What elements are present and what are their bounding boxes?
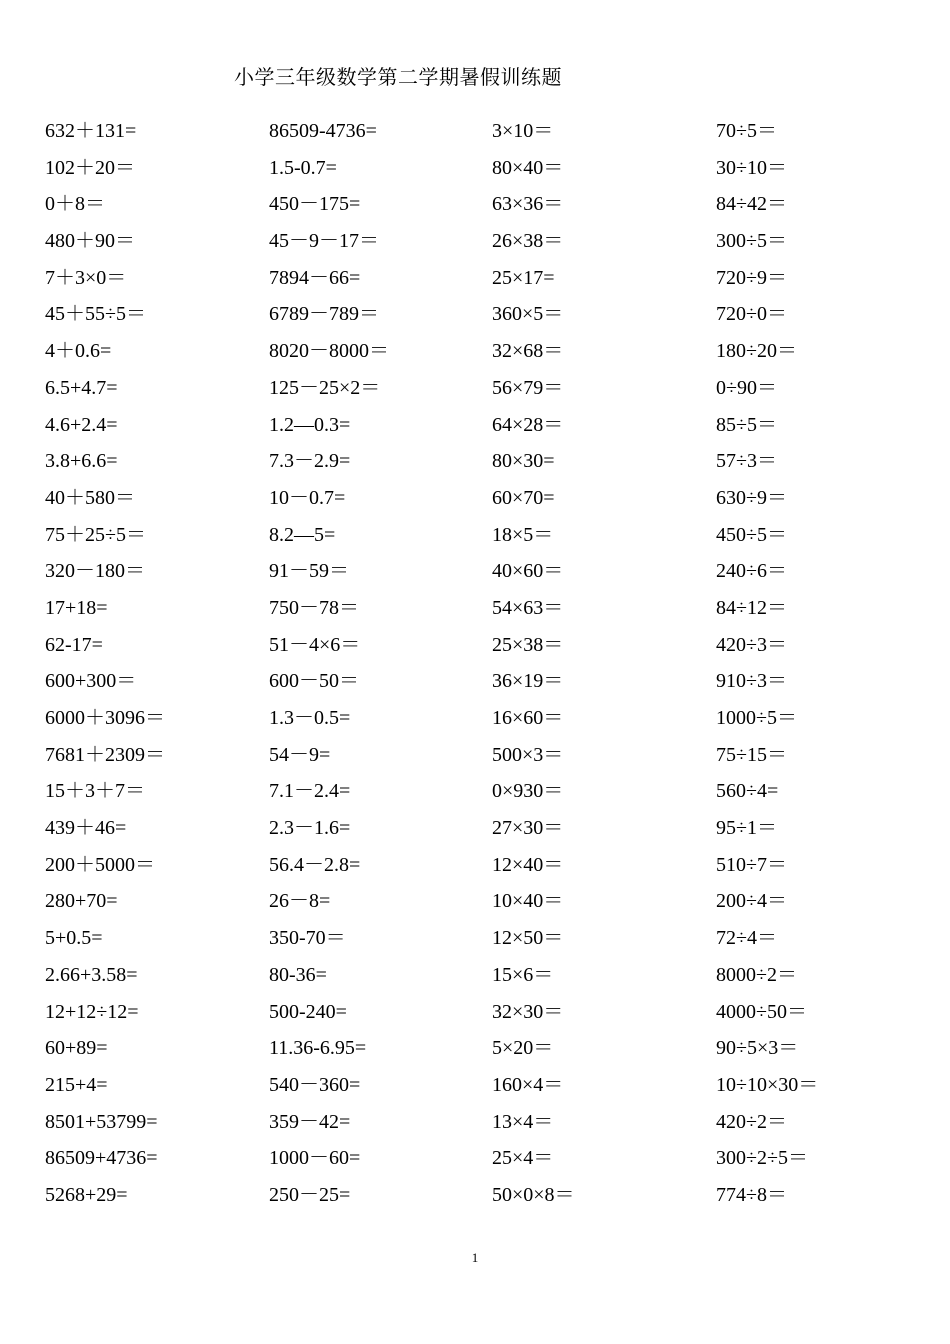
problem-item: 25×17= bbox=[492, 266, 555, 289]
problem-item: 63×36＝ bbox=[492, 193, 564, 216]
problem-item: 45＋55÷5＝ bbox=[45, 303, 146, 326]
problem-item: 25×38＝ bbox=[492, 633, 564, 656]
problem-item: 25×4＝ bbox=[492, 1147, 554, 1170]
problem-item: 320－180＝ bbox=[45, 560, 145, 583]
problem-item: 10÷10×30＝ bbox=[716, 1073, 819, 1096]
problem-item: 439＋46= bbox=[45, 817, 127, 840]
problem-item: 40×60＝ bbox=[492, 560, 564, 583]
problem-item: 80×30= bbox=[492, 450, 555, 473]
problem-item: 36×19＝ bbox=[492, 670, 564, 693]
problem-item: 6789－789＝ bbox=[269, 303, 379, 326]
problem-item: 420÷3＝ bbox=[716, 633, 787, 656]
problem-item: 4000÷50＝ bbox=[716, 1000, 807, 1023]
problem-item: 57÷3＝ bbox=[716, 450, 777, 473]
problem-item: 200＋5000＝ bbox=[45, 853, 155, 876]
problem-item: 910÷3＝ bbox=[716, 670, 787, 693]
problem-item: 15×6＝ bbox=[492, 963, 554, 986]
problem-item: 64×28＝ bbox=[492, 413, 564, 436]
problem-item: 72÷4＝ bbox=[716, 927, 777, 950]
problem-item: 84÷12＝ bbox=[716, 596, 787, 619]
problem-item: 4.6+2.4= bbox=[45, 413, 118, 436]
problem-item: 774÷8＝ bbox=[716, 1183, 787, 1206]
problem-item: 54－9= bbox=[269, 743, 331, 766]
problem-item: 102＋20＝ bbox=[45, 156, 135, 179]
problem-item: 3×10＝ bbox=[492, 120, 554, 142]
problem-item: 54×63＝ bbox=[492, 596, 564, 619]
problem-item: 10－0.7= bbox=[269, 486, 346, 509]
problem-item: 62-17= bbox=[45, 633, 103, 656]
problem-item: 600－50＝ bbox=[269, 670, 359, 693]
problem-item: 180÷20＝ bbox=[716, 340, 797, 363]
problem-item: 7894－66= bbox=[269, 266, 361, 289]
problem-item: 1.2—0.3= bbox=[269, 413, 351, 436]
problem-item: 32×68＝ bbox=[492, 340, 564, 363]
problem-item: 86509-4736= bbox=[269, 120, 377, 142]
problem-item: 8.2—5= bbox=[269, 523, 336, 546]
problem-item: 7681＋2309＝ bbox=[45, 743, 165, 766]
page-number: 1 bbox=[471, 1250, 479, 1265]
problem-item: 12×50＝ bbox=[492, 927, 564, 950]
page-title: 小学三年级数学第二学期暑假训练题 bbox=[234, 65, 562, 89]
problem-item: 4＋0.6= bbox=[45, 340, 112, 363]
problem-item: 125－25×2＝ bbox=[269, 376, 381, 399]
problem-item: 60+89= bbox=[45, 1037, 108, 1060]
problem-item: 215+4= bbox=[45, 1073, 108, 1096]
problem-item: 280+70= bbox=[45, 890, 118, 913]
problem-item: 420÷2＝ bbox=[716, 1110, 787, 1133]
problem-item: 50×0×8＝ bbox=[492, 1183, 575, 1206]
problem-item: 5268+29= bbox=[45, 1183, 128, 1206]
problem-item: 75＋25÷5＝ bbox=[45, 523, 146, 546]
problem-item: 250－25= bbox=[269, 1183, 351, 1206]
problem-item: 17+18= bbox=[45, 596, 108, 619]
problem-item: 0÷90＝ bbox=[716, 376, 777, 399]
problem-item: 75÷15＝ bbox=[716, 743, 787, 766]
problem-item: 10×40＝ bbox=[492, 890, 564, 913]
problem-item: 720÷9＝ bbox=[716, 266, 787, 289]
problem-item: 30÷10＝ bbox=[716, 156, 787, 179]
problem-item: 160×4＝ bbox=[492, 1073, 564, 1096]
problem-item: 8000÷2＝ bbox=[716, 963, 797, 986]
problem-item: 56.4－2.8= bbox=[269, 853, 361, 876]
problem-item: 5+0.5= bbox=[45, 927, 103, 950]
problem-item: 80×40＝ bbox=[492, 156, 564, 179]
problem-grid bbox=[45, 113, 946, 1214]
problem-item: 51－4×6＝ bbox=[269, 633, 361, 656]
problem-item: 56×79＝ bbox=[492, 376, 564, 399]
problem-item: 91－59＝ bbox=[269, 560, 349, 583]
problem-item: 60×70= bbox=[492, 486, 555, 509]
problem-item: 95÷1＝ bbox=[716, 817, 777, 840]
problem-item: 7.3－2.9= bbox=[269, 450, 351, 473]
problem-item: 45－9－17＝ bbox=[269, 230, 379, 253]
problem-item: 500×3＝ bbox=[492, 743, 564, 766]
problem-item: 480＋90＝ bbox=[45, 230, 135, 253]
problem-item: 84÷42＝ bbox=[716, 193, 787, 216]
problem-item: 720÷0＝ bbox=[716, 303, 787, 326]
problem-item: 1.3－0.5= bbox=[269, 707, 351, 729]
problem-item: 32×30＝ bbox=[492, 1000, 564, 1023]
problem-item: 450－175= bbox=[269, 193, 361, 216]
problem-item: 350-70＝ bbox=[269, 927, 346, 950]
problem-item: 16×60＝ bbox=[492, 707, 564, 729]
problem-item: 85÷5＝ bbox=[716, 413, 777, 436]
problem-item: 540－360= bbox=[269, 1073, 361, 1096]
problem-item: 359－42= bbox=[269, 1110, 351, 1133]
problem-item: 2.3－1.6= bbox=[269, 817, 351, 840]
problem-item: 15＋3＋7＝ bbox=[45, 780, 145, 803]
problem-item: 300÷5＝ bbox=[716, 230, 787, 253]
problem-item: 12×40＝ bbox=[492, 853, 564, 876]
problem-item: 560÷4= bbox=[716, 780, 779, 803]
problem-item: 3.8+6.6= bbox=[45, 450, 118, 473]
problem-item: 0×930＝ bbox=[492, 780, 564, 803]
problem-item: 1.5-0.7= bbox=[269, 156, 337, 179]
problem-item: 26×38＝ bbox=[492, 230, 564, 253]
problem-item: 360×5＝ bbox=[492, 303, 564, 326]
problem-item: 240÷6＝ bbox=[716, 560, 787, 583]
problem-item: 86509+4736= bbox=[45, 1147, 158, 1170]
problem-item: 1000－60= bbox=[269, 1147, 361, 1170]
problem-item: 630÷9＝ bbox=[716, 486, 787, 509]
problem-item: 500-240= bbox=[269, 1000, 347, 1023]
problem-item: 300÷2÷5＝ bbox=[716, 1147, 808, 1170]
problem-item: 13×4＝ bbox=[492, 1110, 554, 1133]
problem-item: 27×30＝ bbox=[492, 817, 564, 840]
problem-item: 2.66+3.58= bbox=[45, 963, 138, 986]
problem-item: 1000÷5＝ bbox=[716, 707, 797, 729]
problem-item: 11.36-6.95= bbox=[269, 1037, 367, 1060]
problem-item: 6000＋3096＝ bbox=[45, 707, 165, 729]
problem-item: 632＋131= bbox=[45, 120, 137, 142]
problem-item: 18×5＝ bbox=[492, 523, 554, 546]
problem-item: 6.5+4.7= bbox=[45, 376, 118, 399]
problem-item: 80-36= bbox=[269, 963, 327, 986]
problem-item: 7.1－2.4= bbox=[269, 780, 351, 803]
problem-item: 450÷5＝ bbox=[716, 523, 787, 546]
problem-item: 8501+53799= bbox=[45, 1110, 158, 1133]
problem-item: 750－78＝ bbox=[269, 596, 359, 619]
problem-item: 70÷5＝ bbox=[716, 120, 777, 142]
problem-item: 90÷5×3＝ bbox=[716, 1037, 799, 1060]
problem-item: 5×20＝ bbox=[492, 1037, 554, 1060]
problem-item: 0＋8＝ bbox=[45, 193, 105, 216]
problem-item: 7＋3×0＝ bbox=[45, 266, 127, 289]
problem-item: 200÷4＝ bbox=[716, 890, 787, 913]
problem-item: 26－8= bbox=[269, 890, 331, 913]
problem-item: 12+12÷12= bbox=[45, 1000, 139, 1023]
problem-item: 8020－8000＝ bbox=[269, 340, 389, 363]
problem-item: 510÷7＝ bbox=[716, 853, 787, 876]
problem-item: 40＋580＝ bbox=[45, 486, 135, 509]
problem-item: 600+300＝ bbox=[45, 670, 137, 693]
